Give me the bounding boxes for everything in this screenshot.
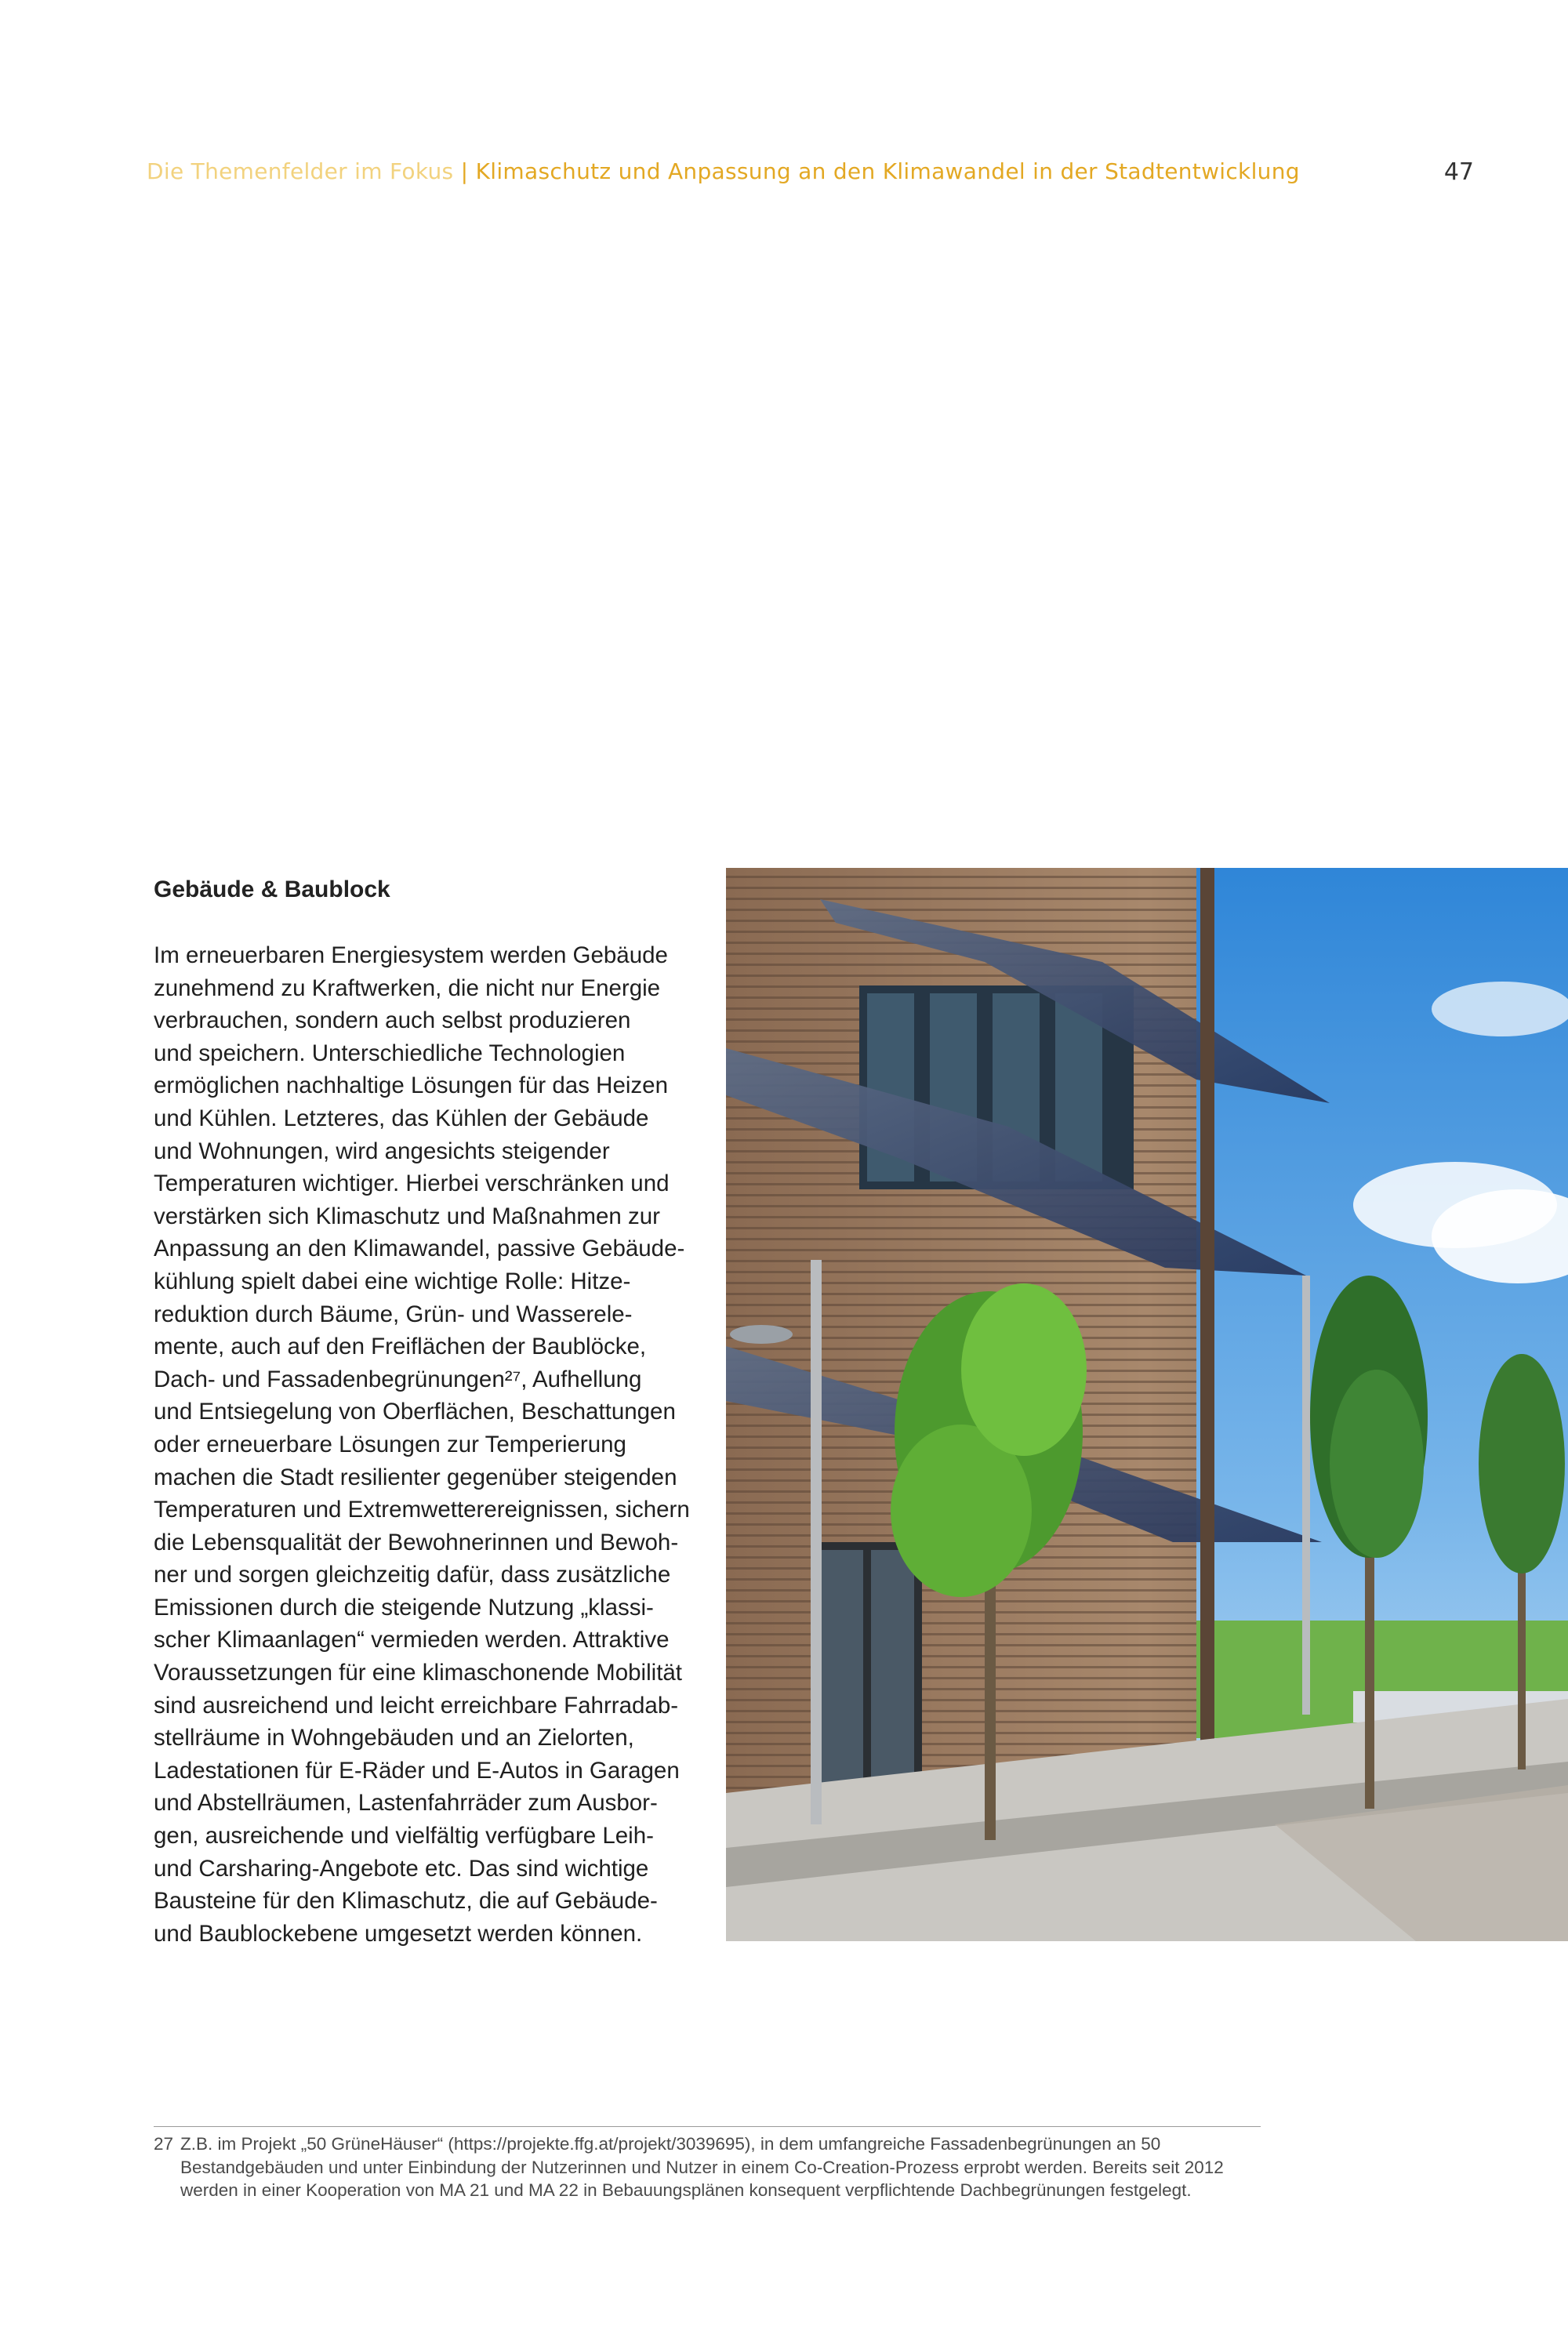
footnote [154, 2132, 1261, 2202]
section-heading: Gebäude & Baublock [154, 877, 390, 902]
running-head-chapter: Die Themenfelder im Fokus [147, 158, 454, 184]
body-text: Im erneuerbaren Energiesystem werden Gebäude zunehmend zu Kraftwerken, die nicht nur Energie verbrauchen, sondern auch selbst produzieren und speichern. Unterschiedliche Technologien ermöglichen nachhaltige Lösungen für das Heizen und Kühlen. Letzteres, das Kühlen der Gebäude und Wohnungen, wird angesichts steigender Temperaturen wichtiger. Hierbei verschränken und verstärken sich Klimaschutz und Maßnahmen zur Anpassung an den Klimawandel, passive Gebäude- kühlung spielt dabei eine wichtige Rolle: Hitze- reduktion durch Bäume, Grün- und Wasserele- mente, auch auf den Freiflächen der Baublöcke, Dach- und Fassadenbegrünungen²⁷, Aufhellung und Entsiegelung von Oberflächen, Beschattungen oder erneuerbare Lösungen zur Temperierung machen die Stadt resilienter gegenüber steigenden Temperaturen und Extremwetterereignissen, sichern die Lebensqualität der Bewohnerinnen und Bewoh- ner und sorgen gleichzeitig dafür, dass zusätzliche Emissionen durch die steigende Nutzung „klassi- scher Klimaanlagen“ vermieden werden. Attraktive Voraussetzungen für eine klimaschonende Mobilität sind ausreichend und leicht erreichbare Fahrradab- stellräume in Wohngebäuden und an Zielorten, Ladestationen für E-Räder und E-Autos in Garagen und Abstellräumen, Lastenfahrräder zum Ausbor- gen, ausreichende und vielfältig verfügbare Leih- und Carsharing-Angebote etc. Das sind wichtige Bausteine für den Klimaschutz, die auf Gebäude- und Baublockebene umgesetzt werden können. [154, 942, 690, 1947]
building-photo [726, 868, 1568, 1941]
running-head [147, 158, 1323, 184]
footnote-divider [154, 2126, 1261, 2127]
page-number: 47 [1443, 158, 1474, 186]
running-head-separator: | [460, 158, 469, 184]
running-head-section: Klimaschutz und Anpassung an den Klimawandel in der Stadtentwicklung [475, 158, 1300, 184]
footnote-number: 27 [154, 2134, 174, 2154]
footnote-text: Z.B. im Projekt „50 GrüneHäuser“ (https://projekte.ffg.at/projekt/3039695), in dem umfangreiche Fassadenbegrünungen an 50 Bestandgebäuden und unter Einbindung der Nutzerinnen und Nutzer in einem Co-Creation-Prozess erprobt werden. Bereits seit 2012 werden in einer Kooperation von MA 21 und MA 22 in Bebauungsplänen konsequent verpflichtende Dachbegrünungen festgelegt. [180, 2134, 1224, 2200]
